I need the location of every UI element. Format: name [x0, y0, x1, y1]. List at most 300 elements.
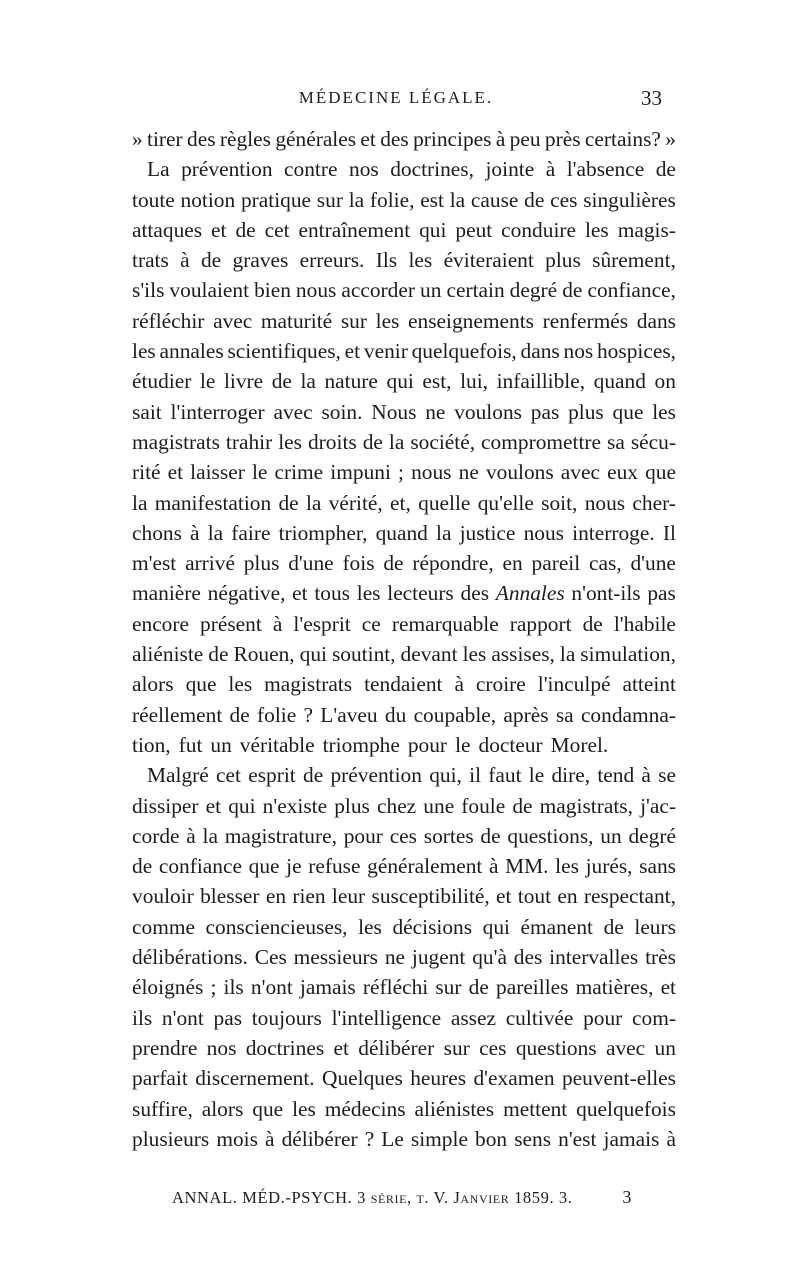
word: degré — [628, 823, 676, 848]
word: n'ont-ils — [571, 581, 641, 606]
word: cher- — [632, 490, 676, 515]
text-line — [132, 700, 676, 730]
text-line — [132, 427, 676, 457]
word: qui — [386, 369, 414, 394]
word: étudier — [132, 369, 192, 394]
text-line — [132, 548, 676, 578]
word: voulaient — [169, 278, 250, 303]
word: de — [655, 157, 676, 182]
word: les — [408, 248, 433, 273]
word: singulières — [583, 187, 676, 212]
word: délibérer — [358, 1035, 435, 1060]
word: j'ac- — [640, 793, 676, 818]
word: pareil — [531, 551, 581, 576]
word: nos — [206, 1035, 237, 1060]
word: un — [654, 1035, 676, 1060]
word: enseignements — [408, 308, 534, 333]
word: à — [454, 672, 464, 697]
word: tirer — [147, 127, 183, 151]
word: questions — [515, 1035, 597, 1060]
body-text — [132, 124, 676, 1154]
word: faire — [231, 520, 271, 545]
word: l'esprit — [293, 611, 351, 636]
word: eux — [607, 460, 638, 485]
word: se — [658, 763, 676, 788]
word: conduire — [501, 217, 577, 242]
word: la — [449, 187, 466, 212]
word: l'interroger — [170, 399, 265, 424]
word: dire, — [551, 763, 591, 788]
word: rité — [132, 460, 161, 485]
word: société, — [410, 429, 476, 454]
word: dans — [636, 308, 676, 333]
word: soit, — [541, 490, 578, 515]
word: rapport — [509, 611, 572, 636]
word: peuvent-elles — [561, 1066, 676, 1091]
word: les — [462, 642, 487, 667]
word: triompher, — [278, 520, 368, 545]
word: on — [654, 369, 676, 394]
word: folie — [257, 702, 297, 727]
word: interroge. — [572, 520, 655, 545]
word: scientifiques, — [227, 339, 341, 364]
word: et — [167, 460, 184, 485]
word: à — [180, 248, 190, 273]
word: nous — [584, 490, 626, 515]
text-line — [132, 1124, 676, 1154]
word: des — [380, 127, 409, 151]
word: à — [190, 520, 200, 545]
word: venir — [363, 339, 408, 364]
word: plus — [545, 248, 581, 273]
word: magistrats — [264, 672, 353, 697]
word: n'ont — [161, 1005, 204, 1030]
word: toute — [132, 187, 175, 212]
word: magistrats, — [539, 793, 633, 818]
word: soutint, — [331, 642, 396, 667]
word: avec — [213, 308, 253, 333]
word: graves — [232, 248, 289, 273]
word: après — [503, 702, 549, 727]
word: sur — [443, 1035, 470, 1060]
word: une — [423, 793, 455, 818]
word: condamna- — [580, 702, 676, 727]
word: que — [252, 1096, 284, 1121]
text-line — [132, 1003, 676, 1033]
word: ils — [223, 975, 244, 1000]
word: respectant, — [583, 884, 676, 909]
word: qui, — [429, 763, 462, 788]
word: de — [480, 823, 501, 848]
word: leur — [331, 884, 366, 909]
word: les — [375, 308, 400, 333]
text-line — [132, 760, 676, 790]
word: suffire, — [132, 1096, 193, 1121]
word: présent — [200, 611, 262, 636]
word: livre — [223, 369, 264, 394]
text-line — [132, 912, 676, 942]
text-line — [132, 185, 676, 215]
word: chez — [377, 793, 417, 818]
word: ces — [479, 1035, 507, 1060]
word: » — [132, 127, 143, 151]
word: l'absence — [566, 157, 645, 182]
word: de — [468, 975, 489, 1000]
text-line — [132, 124, 676, 154]
signature-number: 3 — [622, 1187, 632, 1207]
word: cas, — [589, 551, 622, 576]
word: sens — [514, 1126, 552, 1151]
word: questions, — [507, 823, 594, 848]
text-line — [132, 275, 676, 305]
word: jugent — [411, 945, 466, 970]
word: l'inculpé — [537, 672, 611, 697]
text-line — [132, 366, 676, 396]
text-line — [132, 1094, 676, 1124]
text-line — [132, 669, 676, 699]
word: coupable, — [413, 702, 497, 727]
word: rien — [292, 884, 326, 909]
word: la — [436, 520, 452, 545]
word: d'examen — [473, 1066, 555, 1091]
word: avec — [560, 460, 600, 485]
word: en — [502, 551, 523, 576]
word: sa — [607, 429, 625, 454]
word: peu — [509, 127, 541, 151]
word: assises, — [491, 642, 555, 667]
word: sur — [435, 975, 462, 1000]
word: droits — [307, 429, 357, 454]
text-line — [132, 306, 676, 336]
word: bien — [254, 278, 291, 303]
word: des — [513, 945, 543, 970]
word: infaillible, — [496, 369, 586, 394]
word: com- — [632, 1005, 676, 1030]
word: sûrement, — [592, 248, 676, 273]
word: manière — [132, 581, 201, 606]
word: ne — [458, 460, 479, 485]
word: des — [460, 581, 490, 606]
word: leurs — [634, 914, 676, 939]
word: matières, — [575, 975, 654, 1000]
word: la — [132, 490, 148, 515]
word: impuni — [330, 460, 391, 485]
word: mettent — [503, 1096, 568, 1121]
word: délibérer — [281, 1126, 358, 1151]
word: qu'elle — [477, 490, 534, 515]
word: de — [229, 702, 250, 727]
word: foule — [461, 793, 506, 818]
word: à — [641, 763, 651, 788]
word: de — [132, 854, 153, 879]
word: réfléchi — [362, 975, 429, 1000]
word: pas — [213, 1005, 243, 1030]
word: » — [665, 127, 676, 151]
word: les — [356, 581, 381, 606]
word: de — [303, 763, 324, 788]
word: la — [207, 520, 224, 545]
word: réfléchir — [132, 308, 205, 333]
word: justice — [459, 520, 516, 545]
word: de — [235, 217, 256, 242]
word: plus — [568, 399, 604, 424]
word: La — [147, 157, 170, 182]
word: sur — [340, 308, 367, 333]
word: crime — [274, 460, 324, 485]
word: nos — [563, 339, 594, 364]
word: jamais — [603, 1126, 660, 1151]
word: de — [582, 611, 603, 636]
word: à — [265, 1126, 275, 1151]
word: de — [208, 642, 229, 667]
word: magistrature, — [224, 823, 337, 848]
word: entraînement — [298, 217, 411, 242]
word: remarquable — [391, 611, 499, 636]
word: voulons — [454, 399, 522, 424]
word: ; — [210, 975, 217, 1000]
word: éviteraient — [443, 248, 534, 273]
text-line-paragraph-end — [132, 730, 676, 760]
word: et — [360, 127, 376, 151]
word: intervalles — [549, 945, 639, 970]
word: trats — [132, 248, 169, 273]
word: ces — [550, 187, 578, 212]
word: je — [286, 854, 302, 879]
word: simple — [410, 1126, 468, 1151]
word: heures — [410, 1066, 467, 1091]
text-line — [132, 336, 676, 366]
word: les — [292, 1096, 316, 1121]
word: prévention — [330, 763, 422, 788]
word: et — [496, 884, 512, 909]
word: cet — [264, 217, 290, 242]
word: fois — [342, 551, 375, 576]
word: de — [271, 369, 292, 394]
word: vouloir — [132, 884, 194, 909]
word: certain — [446, 278, 505, 303]
word: les — [652, 399, 676, 424]
word: qui — [299, 642, 327, 667]
text-line — [132, 154, 676, 184]
word: docteur — [478, 732, 543, 757]
word: contre — [284, 157, 338, 182]
word: Ils — [375, 248, 398, 273]
word: à — [186, 823, 196, 848]
word: nous — [295, 278, 337, 303]
word: les — [228, 672, 253, 697]
word: notion — [180, 187, 236, 212]
word: triomphe — [322, 732, 400, 757]
word: les — [278, 429, 302, 454]
word: refuse — [308, 854, 361, 879]
word: sa — [555, 702, 574, 727]
word: et — [344, 339, 361, 364]
word: ils — [132, 1005, 153, 1030]
word: faut — [488, 763, 522, 788]
word: lecteurs — [387, 581, 454, 606]
word: plusieurs — [132, 1126, 210, 1151]
word: mois — [216, 1126, 258, 1151]
word: simulation, — [580, 642, 676, 667]
word: quand — [593, 369, 646, 394]
word: quelquefois, — [411, 339, 517, 364]
word: nous — [411, 460, 452, 485]
word: les — [358, 914, 382, 939]
word: certains? — [584, 127, 661, 151]
word: et — [333, 1035, 349, 1060]
word: alors — [201, 1096, 244, 1121]
word: degré — [509, 278, 558, 303]
text-line — [132, 397, 676, 427]
word: le — [455, 732, 471, 757]
text-line — [132, 942, 676, 972]
word: n'ont — [250, 975, 293, 1000]
text-line — [132, 881, 676, 911]
word: Le — [381, 1126, 404, 1151]
word: laisser — [190, 460, 245, 485]
running-head — [132, 88, 660, 118]
word: décisions — [392, 914, 473, 939]
word: les — [584, 217, 609, 242]
word: sécu- — [630, 429, 676, 454]
word: répondre, — [412, 551, 494, 576]
word: que — [185, 672, 217, 697]
text-line — [132, 518, 676, 548]
word: magis- — [617, 217, 676, 242]
word: négative, — [207, 581, 286, 606]
word: s'ils — [132, 278, 165, 303]
word: ? — [364, 1126, 375, 1151]
word: à — [272, 611, 283, 636]
word: tendaient — [364, 672, 443, 697]
word: véritable — [239, 732, 315, 757]
word: prévention — [181, 157, 273, 182]
word: ne — [425, 399, 446, 424]
word: folie, — [369, 187, 415, 212]
word: les — [555, 854, 579, 879]
word: dissiper — [132, 793, 199, 818]
word: l'habile — [613, 611, 676, 636]
word: Quelques — [322, 1066, 403, 1091]
word: plus — [243, 551, 280, 576]
word: nature — [324, 369, 378, 394]
word: et — [211, 217, 227, 242]
word: peut — [455, 217, 493, 242]
word: la — [348, 187, 365, 212]
word: de — [603, 914, 624, 939]
word: qui — [419, 217, 447, 242]
word: sait — [132, 399, 162, 424]
word: sans — [639, 854, 676, 879]
text-line — [132, 639, 676, 669]
page-number: 33 — [641, 86, 662, 110]
text-line — [132, 851, 676, 881]
word: pareilles — [496, 975, 569, 1000]
word: à — [495, 127, 506, 151]
word: doctrines, — [390, 157, 474, 182]
word: accorder — [341, 278, 415, 303]
word: de — [524, 187, 545, 212]
word: compromettre — [481, 429, 602, 454]
word: encore — [132, 611, 189, 636]
word: très — [645, 945, 676, 970]
word: tout — [517, 884, 552, 909]
word: jamais — [299, 975, 356, 1000]
word: n'existe — [262, 793, 328, 818]
word: la — [559, 642, 576, 667]
word: cause — [470, 187, 519, 212]
word: fut — [178, 732, 203, 757]
text-line — [132, 245, 676, 275]
word: ce — [361, 611, 381, 636]
word: consciencieuses, — [205, 914, 348, 939]
word: et, — [390, 490, 411, 515]
word: règles — [219, 127, 271, 151]
word: de — [362, 429, 383, 454]
word: le — [251, 460, 268, 485]
word: de — [383, 551, 404, 576]
word: magistrats — [132, 429, 220, 454]
italic-journal-title: Annales — [495, 581, 565, 606]
word: attaques — [132, 217, 203, 242]
word: en — [557, 884, 578, 909]
word: délibérations. — [132, 945, 248, 970]
word: blesser — [200, 884, 260, 909]
word: la — [305, 490, 322, 515]
word: L'aveu — [320, 702, 378, 727]
word: lui, — [460, 369, 489, 394]
word: n'est — [558, 1126, 597, 1151]
word: vérité, — [328, 490, 383, 515]
word: jointe — [485, 157, 535, 182]
word: quand — [375, 520, 428, 545]
word: tion, — [132, 732, 171, 757]
text-line — [132, 791, 676, 821]
word: susceptibilité, — [371, 884, 490, 909]
text-line — [132, 821, 676, 851]
text-line — [132, 1033, 676, 1063]
word: émanent — [520, 914, 594, 939]
word: toujours — [251, 1005, 322, 1030]
word: un — [600, 823, 622, 848]
word: renfermés — [542, 308, 629, 333]
word: confiance, — [587, 278, 676, 303]
word: du — [384, 702, 407, 727]
word: tous — [314, 581, 351, 606]
text-line-with-italic — [132, 578, 676, 608]
word: tend — [597, 763, 635, 788]
word: est — [420, 187, 444, 212]
word: comme — [132, 914, 195, 939]
word: principes — [413, 127, 492, 151]
word: et — [292, 581, 308, 606]
word: voulons — [485, 460, 554, 485]
word: chons — [132, 520, 182, 545]
word: à — [545, 157, 556, 182]
word: soin. — [321, 399, 363, 424]
text-line — [132, 457, 676, 487]
word: qu'à — [472, 945, 507, 970]
word: la — [202, 823, 218, 848]
word: le — [199, 369, 216, 394]
word: annales — [159, 339, 224, 364]
word: trahir — [225, 429, 273, 454]
word: la — [388, 429, 405, 454]
word: alors — [132, 672, 174, 697]
word: pour — [407, 732, 448, 757]
word: confiance — [158, 854, 242, 879]
running-title: MÉDECINE LÉGALE. — [298, 88, 494, 107]
